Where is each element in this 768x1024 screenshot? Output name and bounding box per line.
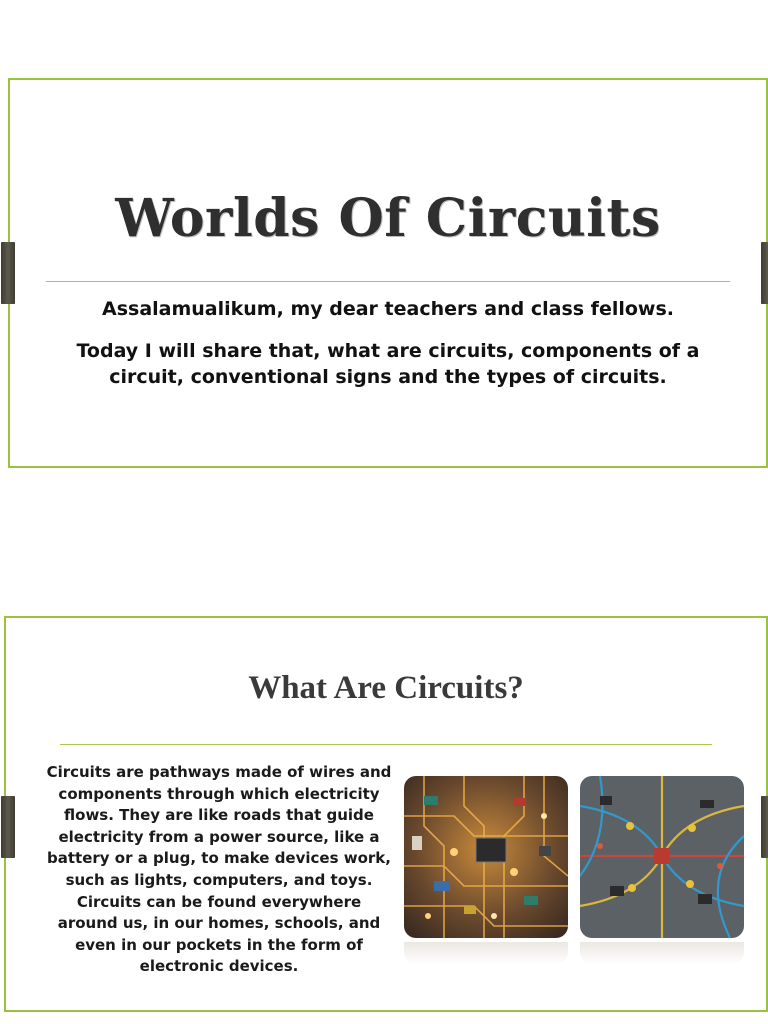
- image-reflection: [580, 942, 744, 964]
- slide-right-tab: [761, 242, 768, 304]
- slide-title: What Are Circuits?: [248, 670, 524, 706]
- slide-left-tab: [1, 242, 15, 304]
- image-reflection: [404, 942, 568, 964]
- title-divider: [46, 281, 730, 282]
- circuit-board-image-2: [580, 776, 744, 938]
- body-text: Circuits are pathways made of wires and components through which electricity flows. They are like roads that guide electricity from a power source, like a battery or a plug, to make devices work, such as lights, computers, and toys. Circuits can be found everywhere around us, in our homes, schools, and even in our pockets in the form of electronic devices.: [46, 763, 392, 976]
- title-divider: [60, 744, 712, 745]
- content-slide: [4, 616, 768, 1012]
- circuit-board-image-1: [404, 776, 568, 938]
- slide-left-tab: [1, 796, 15, 858]
- slide-title: Worlds Of Circuits: [115, 188, 661, 249]
- intro-text: Today I will share that, what are circuits, components of a circuit, conventional signs and the types of circuits.: [76, 340, 700, 388]
- greeting-text: Assalamualikum, my dear teachers and class fellows.: [102, 298, 674, 320]
- title-slide: [8, 78, 768, 468]
- slide-right-tab: [761, 796, 768, 858]
